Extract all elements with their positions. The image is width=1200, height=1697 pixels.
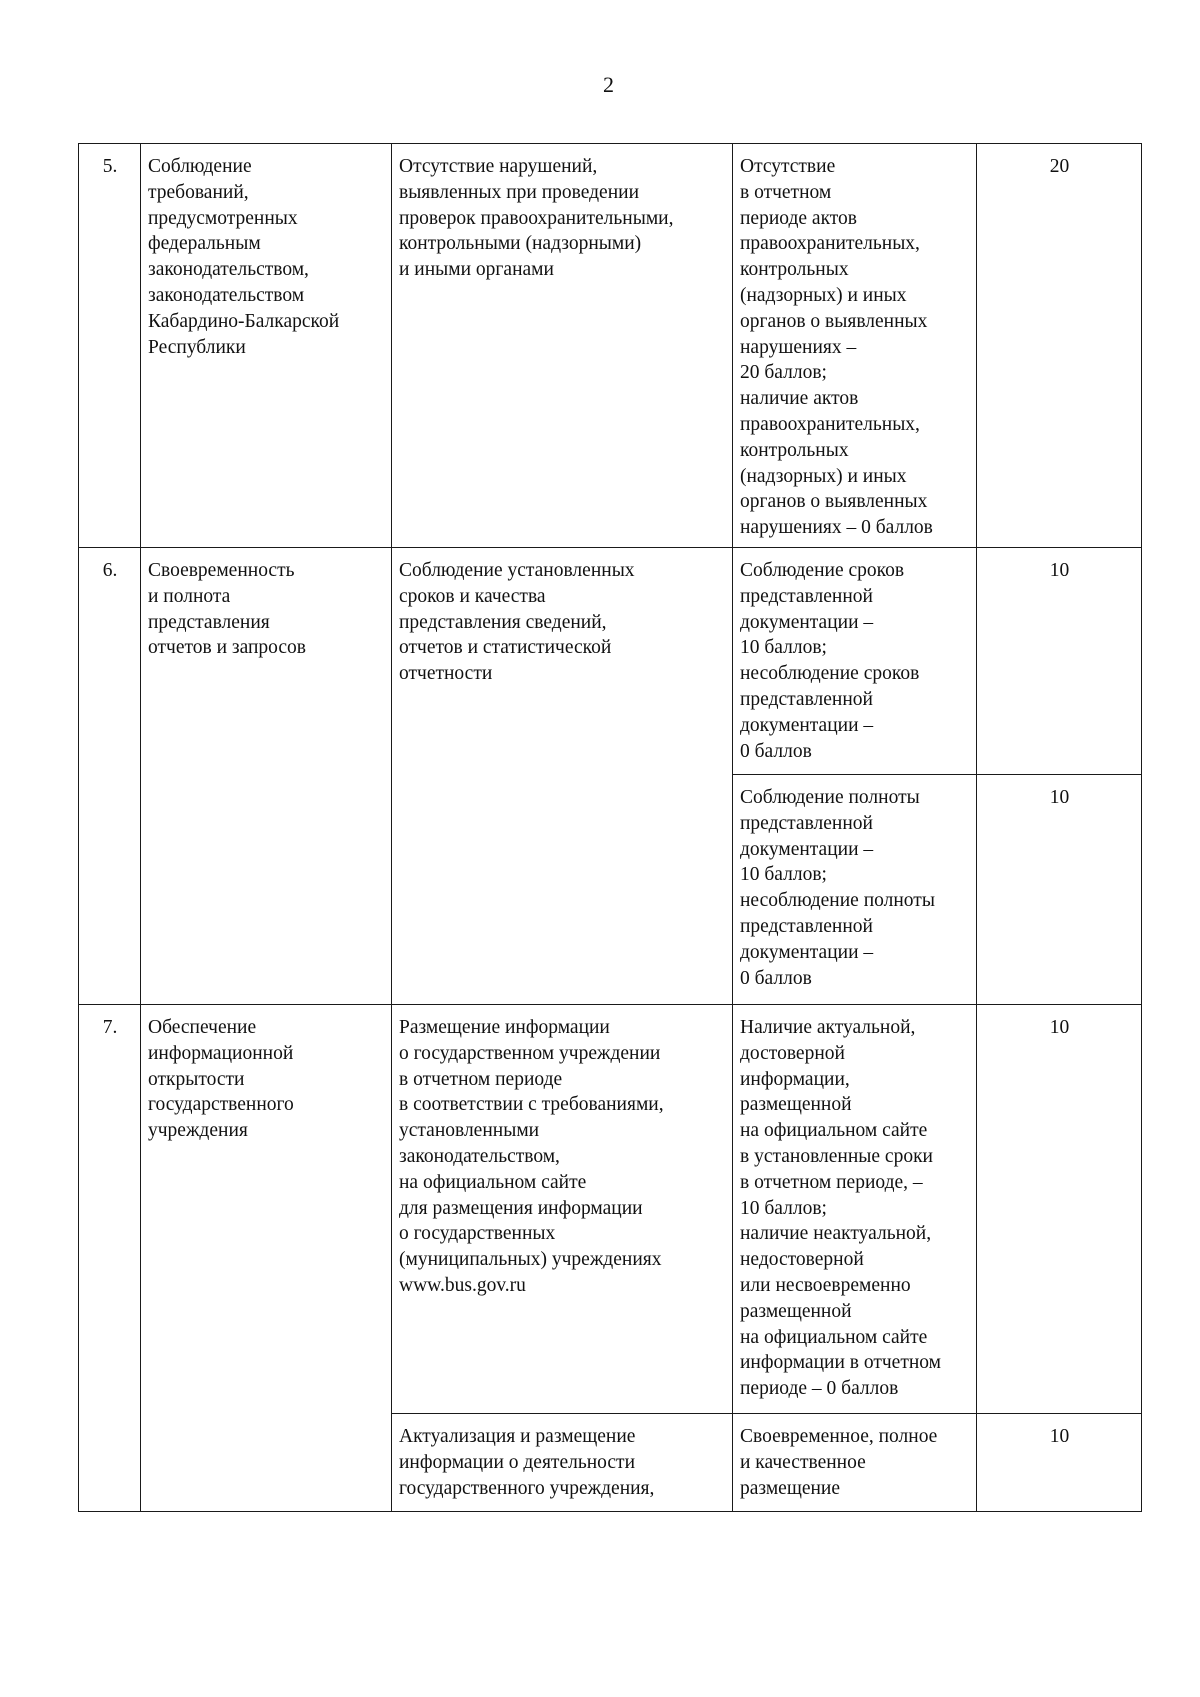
indicator-cell: Актуализация и размещение информации о деятельности государственного учреждения, xyxy=(392,1413,733,1511)
points-cell: 20 xyxy=(977,144,1142,548)
indicator-cell: Размещение информации о государственном учреждении в отчетном периоде в соответствии с требованиями, установленными законодательством, на официальном сайте для размещения информации о государственных (муниципальных) учреждениях www.bus.gov.ru xyxy=(392,1004,733,1413)
evaluation-cell: Соблюдение полноты представленной документации – 10 баллов; несоблюдение полноты представленной документации – 0 баллов xyxy=(733,774,977,1004)
evaluation-cell: Отсутствие в отчетном периоде актов правоохранительных, контрольных (надзорных) и иных органов о выявленных нарушениях – 20 баллов; наличие актов правоохранительных, контрольных (надзорных) и иных органов о выявленных нарушениях – 0 баллов xyxy=(733,144,977,548)
criterion-cell: Своевременность и полнота представления отчетов и запросов xyxy=(141,547,392,1004)
indicator-cell: Отсутствие нарушений, выявленных при проведении проверок правоохранительными, контрольными (надзорными) и иными органами xyxy=(392,144,733,548)
criterion-cell: Обеспечение информационной открытости государственного учреждения xyxy=(141,1004,392,1511)
table-row-6 xyxy=(79,547,1142,774)
points-cell: 10 xyxy=(977,1413,1142,1511)
evaluation-cell: Наличие актуальной, достоверной информации, размещенной на официальном сайте в установленные сроки в отчетном периоде, – 10 баллов; наличие неактуальной, недостоверной или несвоевременно размещенной на официальном сайте информации в отчетном периоде – 0 баллов xyxy=(733,1004,977,1413)
evaluation-cell: Своевременное, полное и качественное размещение xyxy=(733,1413,977,1511)
page-number: 2 xyxy=(603,72,614,97)
row-number: 6. xyxy=(79,547,141,1004)
criterion-cell: Соблюдение требований, предусмотренных федеральным законодательством, законодательством Кабардино-Балкарской Республики xyxy=(141,144,392,548)
points-cell: 10 xyxy=(977,547,1142,774)
evaluation-cell: Соблюдение сроков представленной документации – 10 баллов; несоблюдение сроков представленной документации – 0 баллов xyxy=(733,547,977,774)
table-row-7 xyxy=(79,1004,1142,1413)
indicator-cell: Соблюдение установленных сроков и качества представления сведений, отчетов и статистической отчетности xyxy=(392,547,733,1004)
row-number: 5. xyxy=(79,144,141,548)
points-cell: 10 xyxy=(977,1004,1142,1413)
points-cell: 10 xyxy=(977,774,1142,1004)
criteria-table xyxy=(78,143,1142,1512)
table-row-5 xyxy=(79,144,1142,548)
row-number: 7. xyxy=(79,1004,141,1511)
